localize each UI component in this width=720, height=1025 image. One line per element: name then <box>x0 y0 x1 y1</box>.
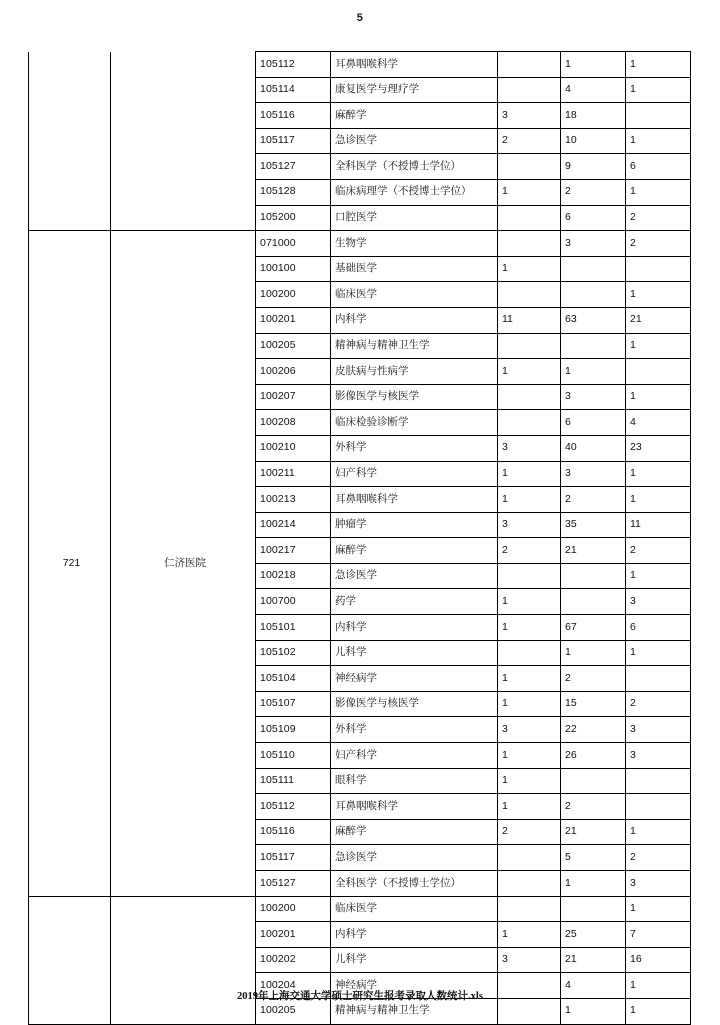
major-code-cell: 100200 <box>256 282 331 308</box>
value-cell-1 <box>498 52 561 78</box>
value-cell-1: 1 <box>498 743 561 769</box>
value-cell-3: 1 <box>626 819 691 845</box>
major-code-cell: 105112 <box>256 794 331 820</box>
org-code-cell <box>29 896 111 1024</box>
value-cell-3: 16 <box>626 947 691 973</box>
value-cell-1: 1 <box>498 794 561 820</box>
value-cell-2: 5 <box>561 845 626 871</box>
value-cell-2: 1 <box>561 871 626 897</box>
major-code-cell: 105114 <box>256 77 331 103</box>
value-cell-1 <box>498 410 561 436</box>
value-cell-3: 2 <box>626 231 691 257</box>
value-cell-1 <box>498 896 561 922</box>
value-cell-3 <box>626 768 691 794</box>
statistics-table <box>28 51 691 1025</box>
major-code-cell: 100208 <box>256 410 331 436</box>
major-code-cell: 100214 <box>256 512 331 538</box>
value-cell-2: 9 <box>561 154 626 180</box>
major-name-cell: 影像医学与核医学 <box>331 384 498 410</box>
value-cell-2: 35 <box>561 512 626 538</box>
major-name-cell: 生物学 <box>331 231 498 257</box>
value-cell-2 <box>561 896 626 922</box>
value-cell-1: 1 <box>498 256 561 282</box>
value-cell-2: 21 <box>561 819 626 845</box>
value-cell-3: 3 <box>626 589 691 615</box>
value-cell-2: 21 <box>561 947 626 973</box>
value-cell-2: 4 <box>561 77 626 103</box>
value-cell-3: 3 <box>626 743 691 769</box>
value-cell-3: 2 <box>626 538 691 564</box>
value-cell-1 <box>498 231 561 257</box>
value-cell-2: 63 <box>561 307 626 333</box>
major-name-cell: 急诊医学 <box>331 563 498 589</box>
value-cell-3: 1 <box>626 179 691 205</box>
value-cell-3 <box>626 256 691 282</box>
major-name-cell: 耳鼻咽喉科学 <box>331 794 498 820</box>
value-cell-1: 1 <box>498 589 561 615</box>
value-cell-3 <box>626 359 691 385</box>
major-code-cell: 105104 <box>256 666 331 692</box>
value-cell-2: 67 <box>561 615 626 641</box>
value-cell-2: 22 <box>561 717 626 743</box>
major-name-cell: 眼科学 <box>331 768 498 794</box>
value-cell-1 <box>498 640 561 666</box>
value-cell-3: 4 <box>626 410 691 436</box>
value-cell-1 <box>498 154 561 180</box>
major-name-cell: 基础医学 <box>331 256 498 282</box>
major-name-cell: 耳鼻咽喉科学 <box>331 487 498 513</box>
major-code-cell: 100200 <box>256 896 331 922</box>
value-cell-3: 2 <box>626 845 691 871</box>
major-name-cell: 麻醉学 <box>331 103 498 129</box>
value-cell-1 <box>498 77 561 103</box>
value-cell-2: 4 <box>561 973 626 999</box>
value-cell-2: 3 <box>561 384 626 410</box>
value-cell-1 <box>498 871 561 897</box>
value-cell-2: 1 <box>561 359 626 385</box>
major-code-cell: 100210 <box>256 435 331 461</box>
value-cell-1: 11 <box>498 307 561 333</box>
table-row <box>29 896 691 922</box>
major-name-cell: 神经病学 <box>331 666 498 692</box>
value-cell-1 <box>498 205 561 231</box>
value-cell-2: 2 <box>561 487 626 513</box>
value-cell-3: 3 <box>626 871 691 897</box>
major-name-cell: 临床检验诊断学 <box>331 410 498 436</box>
major-name-cell: 妇产科学 <box>331 743 498 769</box>
major-code-cell: 105102 <box>256 640 331 666</box>
major-name-cell: 全科医学（不授博士学位） <box>331 871 498 897</box>
value-cell-1: 3 <box>498 435 561 461</box>
major-name-cell: 全科医学（不授博士学位） <box>331 154 498 180</box>
major-name-cell: 口腔医学 <box>331 205 498 231</box>
major-code-cell: 100205 <box>256 333 331 359</box>
major-name-cell: 儿科学 <box>331 640 498 666</box>
value-cell-3 <box>626 103 691 129</box>
value-cell-2: 15 <box>561 691 626 717</box>
major-name-cell: 外科学 <box>331 435 498 461</box>
major-code-cell: 105200 <box>256 205 331 231</box>
value-cell-3: 1 <box>626 333 691 359</box>
value-cell-1 <box>498 563 561 589</box>
major-code-cell: 100700 <box>256 589 331 615</box>
org-code-cell: 721 <box>29 231 111 896</box>
major-code-cell: 100201 <box>256 307 331 333</box>
org-code-cell <box>29 52 111 231</box>
value-cell-3: 7 <box>626 922 691 948</box>
value-cell-3: 1 <box>626 384 691 410</box>
org-name-cell: 仁济医院 <box>111 231 256 896</box>
value-cell-2 <box>561 563 626 589</box>
major-code-cell: 100202 <box>256 947 331 973</box>
value-cell-1: 1 <box>498 179 561 205</box>
value-cell-3: 2 <box>626 691 691 717</box>
value-cell-2: 10 <box>561 128 626 154</box>
major-name-cell: 外科学 <box>331 717 498 743</box>
value-cell-3: 2 <box>626 205 691 231</box>
value-cell-3: 1 <box>626 461 691 487</box>
major-name-cell: 精神病与精神卫生学 <box>331 998 498 1024</box>
value-cell-1: 1 <box>498 922 561 948</box>
value-cell-3: 11 <box>626 512 691 538</box>
value-cell-2: 40 <box>561 435 626 461</box>
major-name-cell: 内科学 <box>331 307 498 333</box>
value-cell-2 <box>561 333 626 359</box>
value-cell-2: 1 <box>561 640 626 666</box>
value-cell-1: 3 <box>498 947 561 973</box>
page-number: 5 <box>356 12 364 24</box>
major-name-cell: 妇产科学 <box>331 461 498 487</box>
table-row <box>29 52 691 78</box>
major-code-cell: 100201 <box>256 922 331 948</box>
value-cell-3: 1 <box>626 128 691 154</box>
value-cell-3: 1 <box>626 973 691 999</box>
major-code-cell: 100205 <box>256 998 331 1024</box>
value-cell-3: 23 <box>626 435 691 461</box>
major-code-cell: 100100 <box>256 256 331 282</box>
major-code-cell: 105116 <box>256 103 331 129</box>
major-code-cell: 100217 <box>256 538 331 564</box>
value-cell-2: 3 <box>561 461 626 487</box>
major-name-cell: 耳鼻咽喉科学 <box>331 52 498 78</box>
value-cell-1: 2 <box>498 128 561 154</box>
major-name-cell: 临床医学 <box>331 896 498 922</box>
value-cell-2 <box>561 256 626 282</box>
value-cell-2 <box>561 768 626 794</box>
major-name-cell: 内科学 <box>331 922 498 948</box>
value-cell-1: 2 <box>498 538 561 564</box>
statistics-table-container <box>28 51 690 1025</box>
major-name-cell: 康复医学与理疗学 <box>331 77 498 103</box>
major-name-cell: 急诊医学 <box>331 128 498 154</box>
major-name-cell: 内科学 <box>331 615 498 641</box>
major-name-cell: 精神病与精神卫生学 <box>331 333 498 359</box>
major-code-cell: 105110 <box>256 743 331 769</box>
major-code-cell: 105117 <box>256 128 331 154</box>
value-cell-1: 1 <box>498 768 561 794</box>
major-name-cell: 临床医学 <box>331 282 498 308</box>
value-cell-3: 6 <box>626 154 691 180</box>
value-cell-3: 6 <box>626 615 691 641</box>
major-name-cell: 儿科学 <box>331 947 498 973</box>
value-cell-2: 2 <box>561 179 626 205</box>
major-code-cell: 105117 <box>256 845 331 871</box>
major-code-cell: 105116 <box>256 819 331 845</box>
value-cell-2: 6 <box>561 205 626 231</box>
major-code-cell: 100211 <box>256 461 331 487</box>
value-cell-2: 2 <box>561 794 626 820</box>
value-cell-3: 1 <box>626 77 691 103</box>
value-cell-1 <box>498 333 561 359</box>
value-cell-1: 3 <box>498 103 561 129</box>
value-cell-1: 3 <box>498 512 561 538</box>
value-cell-1: 1 <box>498 615 561 641</box>
major-name-cell: 临床病理学（不授博士学位） <box>331 179 498 205</box>
value-cell-2: 18 <box>561 103 626 129</box>
major-name-cell: 肿瘤学 <box>331 512 498 538</box>
value-cell-1: 1 <box>498 461 561 487</box>
value-cell-1: 1 <box>498 691 561 717</box>
major-name-cell: 麻醉学 <box>331 538 498 564</box>
value-cell-2: 26 <box>561 743 626 769</box>
value-cell-1: 2 <box>498 819 561 845</box>
major-name-cell: 皮肤病与性病学 <box>331 359 498 385</box>
value-cell-2: 2 <box>561 666 626 692</box>
value-cell-2: 25 <box>561 922 626 948</box>
major-code-cell: 071000 <box>256 231 331 257</box>
value-cell-2: 6 <box>561 410 626 436</box>
value-cell-1 <box>498 282 561 308</box>
major-code-cell: 105127 <box>256 871 331 897</box>
major-code-cell: 100207 <box>256 384 331 410</box>
table-body <box>29 52 691 1025</box>
major-name-cell: 急诊医学 <box>331 845 498 871</box>
major-code-cell: 105107 <box>256 691 331 717</box>
value-cell-2: 3 <box>561 231 626 257</box>
table-row <box>29 231 691 257</box>
value-cell-3: 1 <box>626 282 691 308</box>
major-code-cell: 100213 <box>256 487 331 513</box>
major-name-cell: 神经病学 <box>331 973 498 999</box>
major-name-cell: 麻醉学 <box>331 819 498 845</box>
org-name-cell <box>111 896 256 1024</box>
value-cell-1: 1 <box>498 359 561 385</box>
value-cell-2: 1 <box>561 998 626 1024</box>
major-code-cell: 105112 <box>256 52 331 78</box>
major-code-cell: 105127 <box>256 154 331 180</box>
value-cell-1 <box>498 384 561 410</box>
value-cell-1: 3 <box>498 717 561 743</box>
major-code-cell: 100206 <box>256 359 331 385</box>
value-cell-1 <box>498 845 561 871</box>
value-cell-1: 1 <box>498 487 561 513</box>
major-name-cell: 药学 <box>331 589 498 615</box>
major-code-cell: 105109 <box>256 717 331 743</box>
major-code-cell: 105111 <box>256 768 331 794</box>
value-cell-3: 21 <box>626 307 691 333</box>
value-cell-3: 1 <box>626 640 691 666</box>
major-code-cell: 105128 <box>256 179 331 205</box>
value-cell-3: 1 <box>626 998 691 1024</box>
value-cell-1: 1 <box>498 666 561 692</box>
footer-caption: 2019年上海交通大学硕士研究生报考录取人数统计.xls <box>237 991 483 1002</box>
major-code-cell: 105101 <box>256 615 331 641</box>
value-cell-3: 1 <box>626 563 691 589</box>
value-cell-3: 1 <box>626 487 691 513</box>
value-cell-3: 3 <box>626 717 691 743</box>
value-cell-3: 1 <box>626 896 691 922</box>
value-cell-3: 1 <box>626 52 691 78</box>
major-name-cell: 影像医学与核医学 <box>331 691 498 717</box>
value-cell-2 <box>561 589 626 615</box>
org-name-cell <box>111 52 256 231</box>
value-cell-2: 1 <box>561 52 626 78</box>
value-cell-2: 21 <box>561 538 626 564</box>
value-cell-3 <box>626 666 691 692</box>
value-cell-2 <box>561 282 626 308</box>
major-code-cell: 100204 <box>256 973 331 999</box>
major-code-cell: 100218 <box>256 563 331 589</box>
value-cell-3 <box>626 794 691 820</box>
